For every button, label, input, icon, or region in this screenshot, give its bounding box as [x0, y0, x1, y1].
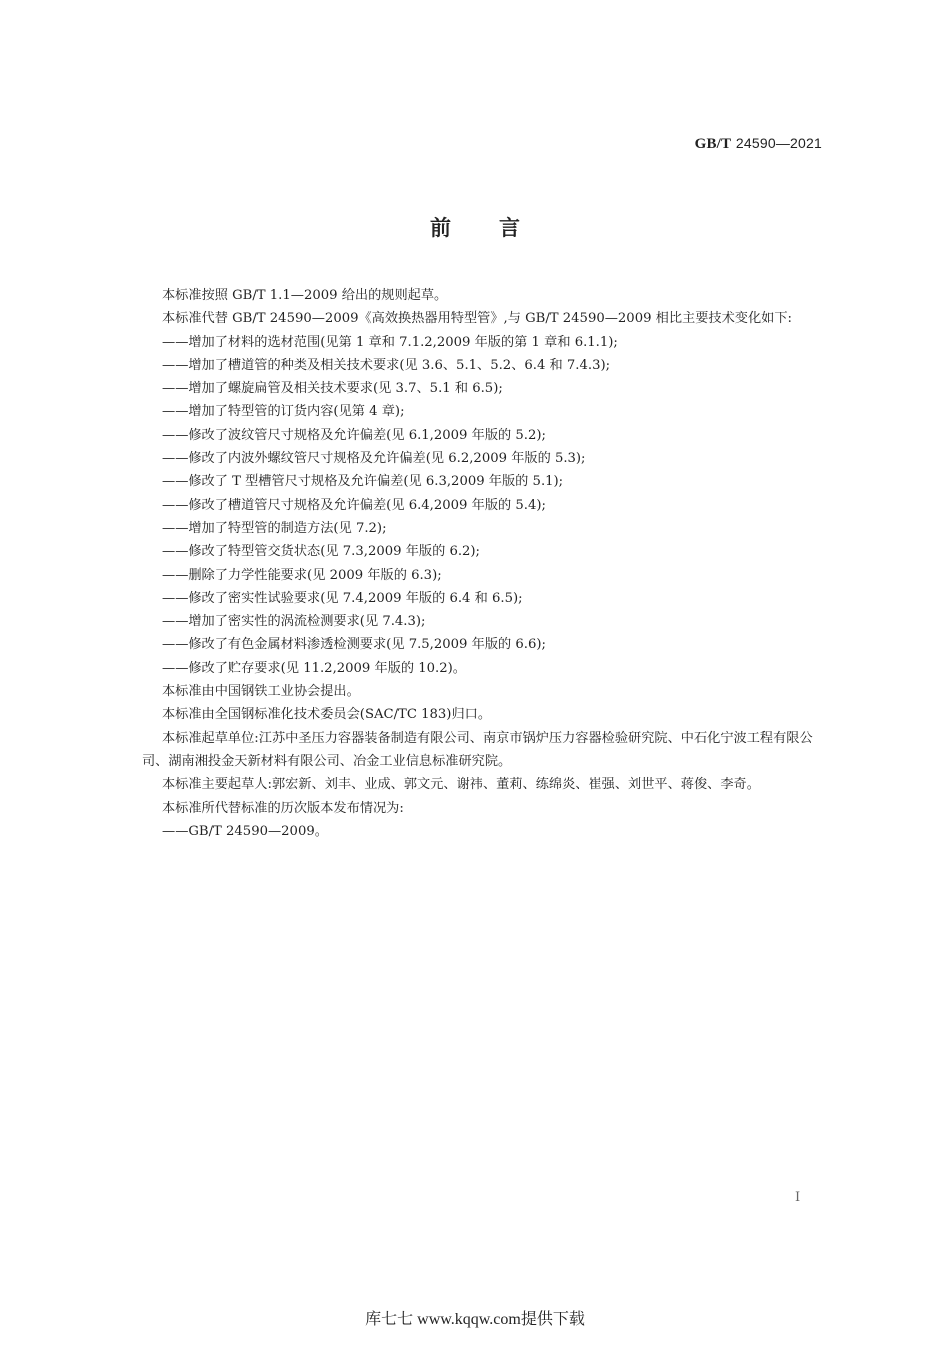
page-title: 前言	[430, 216, 568, 240]
change-item: ——修改了内波外螺纹管尺寸规格及允许偏差(见 6.2,2009 年版的 5.3);	[162, 451, 586, 467]
change-item: ——增加了槽道管的种类及相关技术要求(见 3.6、5.1、5.2、6.4 和 7.4.3);	[162, 357, 611, 373]
change-item: ——增加了螺旋扁管及相关技术要求(见 3.7、5.1 和 6.5);	[162, 381, 503, 397]
change-item: ——修改了密实性试验要求(见 7.4,2009 年版的 6.4 和 6.5);	[162, 590, 523, 606]
change-item: ——修改了波纹管尺寸规格及允许偏差(见 6.1,2009 年版的 5.2);	[162, 427, 546, 443]
change-item: ——修改了特型管交货状态(见 7.3,2009 年版的 6.2);	[162, 544, 481, 560]
foreword-body	[142, 284, 828, 843]
paragraph: 本标准主要起草人:郭宏新、刘丰、业成、郭文元、谢祎、董莉、练绵炎、崔强、刘世平、蒋俊、李奇。	[162, 777, 760, 793]
page-number: I	[795, 1190, 801, 1205]
standard-number	[695, 135, 822, 153]
change-item: ——增加了特型管的订货内容(见第 4 章);	[162, 404, 405, 420]
paragraph: 本标准代替 GB/T 24590—2009《高效换热器用特型管》,与 GB/T 24590—2009 相比主要技术变化如下:	[162, 311, 792, 327]
change-item: ——增加了特型管的制造方法(见 7.2);	[162, 520, 387, 536]
change-item: ——增加了材料的选材范围(见第 1 章和 7.1.2,2009 年版的第 1 章和 6.1.1);	[162, 334, 618, 350]
change-item: ——修改了有色金属材料渗透检测要求(见 7.5,2009 年版的 6.6);	[162, 637, 546, 653]
paragraph: 本标准由中国钢铁工业协会提出。	[162, 684, 360, 700]
paragraph: 本标准起草单位:江苏中圣压力容器装备制造有限公司、南京市锅炉压力容器检验研究院、中石化宁波工程有限公司、湖南湘投金天新材料有限公司、冶金工业信息标准研究院。	[142, 730, 813, 769]
standard-prefix: GB/T	[694, 136, 732, 152]
footer-watermark: 库七七 www.kqqw.com提供下载	[365, 1311, 585, 1328]
change-item: ——修改了槽道管尺寸规格及允许偏差(见 6.4,2009 年版的 5.4);	[162, 497, 546, 513]
change-item: ——增加了密实性的涡流检测要求(见 7.4.3);	[162, 614, 426, 630]
standard-code: 24590—2021	[735, 135, 822, 151]
change-item: ——修改了贮存要求(见 11.2,2009 年版的 10.2)。	[162, 660, 466, 676]
change-item: ——修改了 T 型槽管尺寸规格及允许偏差(见 6.3,2009 年版的 5.1);	[162, 474, 564, 490]
paragraph: 本标准按照 GB/T 1.1—2009 给出的规则起草。	[162, 288, 448, 303]
paragraph: 本标准所代替标准的历次版本发布情况为:	[162, 800, 404, 816]
paragraph: 本标准由全国钢标准化技术委员会(SAC/TC 183)归口。	[162, 707, 492, 723]
history-item: ——GB/T 24590—2009。	[162, 823, 328, 839]
change-item: ——删除了力学性能要求(见 2009 年版的 6.3);	[162, 567, 442, 583]
